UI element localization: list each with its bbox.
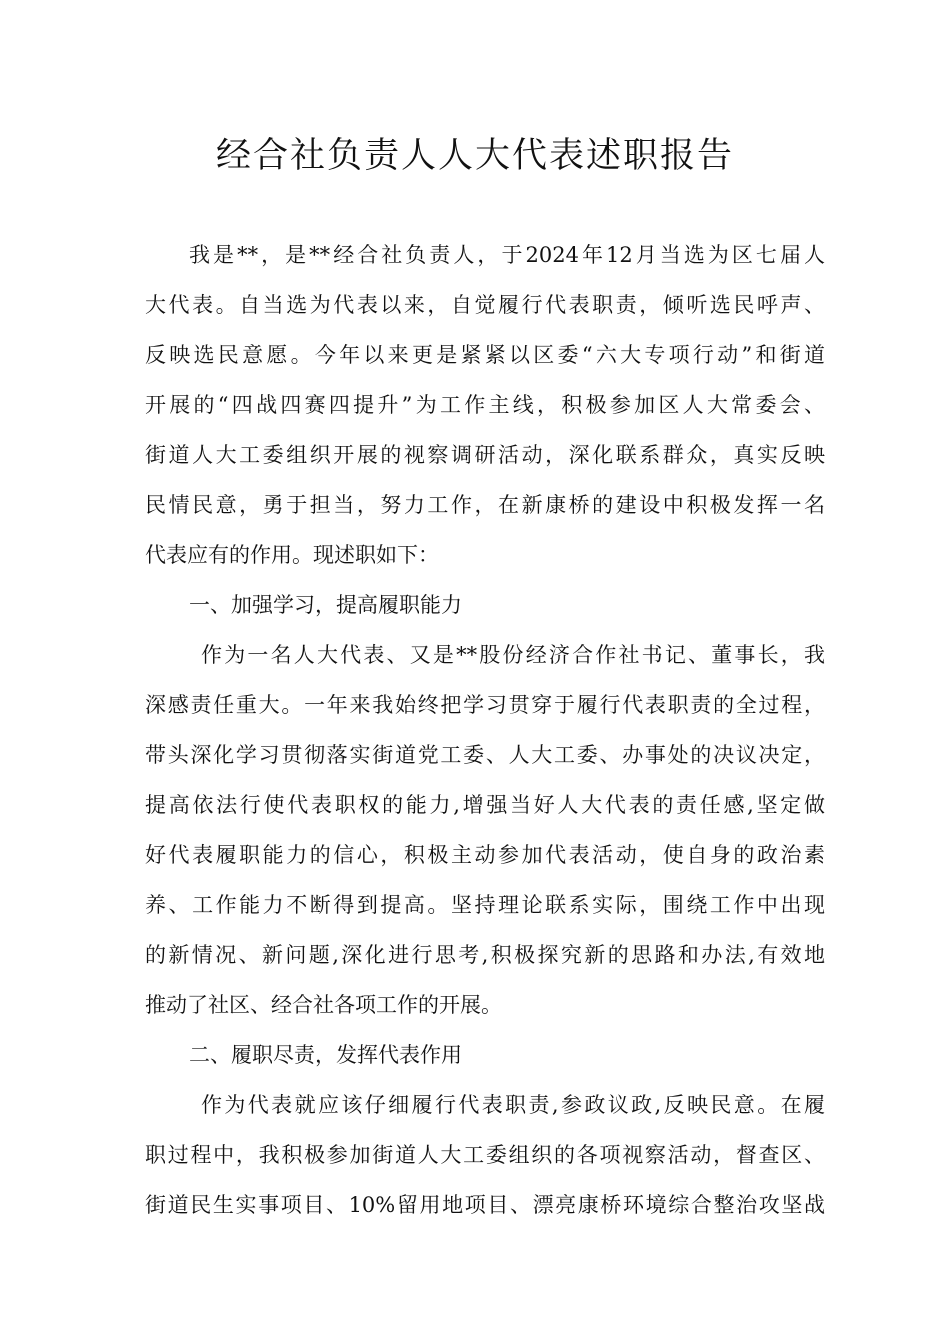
paragraph-line: 大代表。自当选为代表以来，自觉履行代表职责，倾听选民呼声、 — [145, 293, 825, 317]
paragraph-line: 作为代表就应该仔细履行代表职责,参政议政,反映民意。在履 — [201, 1093, 825, 1117]
paragraph-line: 我是**，是**经合社负责人，于2024年12月当选为区七届人 — [189, 243, 825, 267]
paragraph-line: 带头深化学习贯彻落实街道党工委、人大工委、办事处的决议决定， — [145, 743, 825, 767]
paragraph-line: 开展的“四战四赛四提升”为工作主线，积极参加区人大常委会、 — [145, 393, 825, 417]
paragraph-line: 民情民意，勇于担当，努力工作，在新康桥的建设中积极发挥一名 — [145, 493, 825, 517]
paragraph-line: 街道民生实事项目、10%留用地项目、漂亮康桥环境综合整治攻坚战 — [145, 1193, 825, 1217]
paragraph-line: 推动了社区、经合社各项工作的开展。 — [145, 993, 502, 1017]
paragraph-line: 反映选民意愿。今年以来更是紧紧以区委“六大专项行动”和街道 — [145, 343, 825, 367]
section-heading: 二、履职尽责，发挥代表作用 — [189, 1043, 462, 1067]
paragraph-line: 代表应有的作用。现述职如下： — [145, 543, 439, 567]
paragraph-line: 好代表履职能力的信心，积极主动参加代表活动，使自身的政治素 — [145, 843, 825, 867]
paragraph-line: 的新情况、新问题,深化进行思考,积极探究新的思路和办法,有效地 — [145, 943, 825, 967]
paragraph-line: 深感责任重大。一年来我始终把学习贯穿于履行代表职责的全过程， — [145, 693, 825, 717]
document-body — [145, 230, 825, 1230]
section-heading: 一、加强学习，提高履职能力 — [189, 593, 462, 617]
paragraph-line: 养、工作能力不断得到提高。坚持理论联系实际，围绕工作中出现 — [145, 893, 825, 917]
document-title: 经合社负责人人大代表述职报告 — [215, 136, 734, 176]
paragraph-line: 街道人大工委组织开展的视察调研活动，深化联系群众，真实反映 — [145, 443, 825, 467]
paragraph-line: 职过程中，我积极参加街道人大工委组织的各项视察活动，督查区、 — [145, 1143, 825, 1167]
paragraph-line: 提高依法行使代表职权的能力,增强当好人大代表的责任感,坚定做 — [145, 793, 825, 817]
paragraph-line: 作为一名人大代表、又是**股份经济合作社书记、董事长，我 — [201, 643, 825, 667]
